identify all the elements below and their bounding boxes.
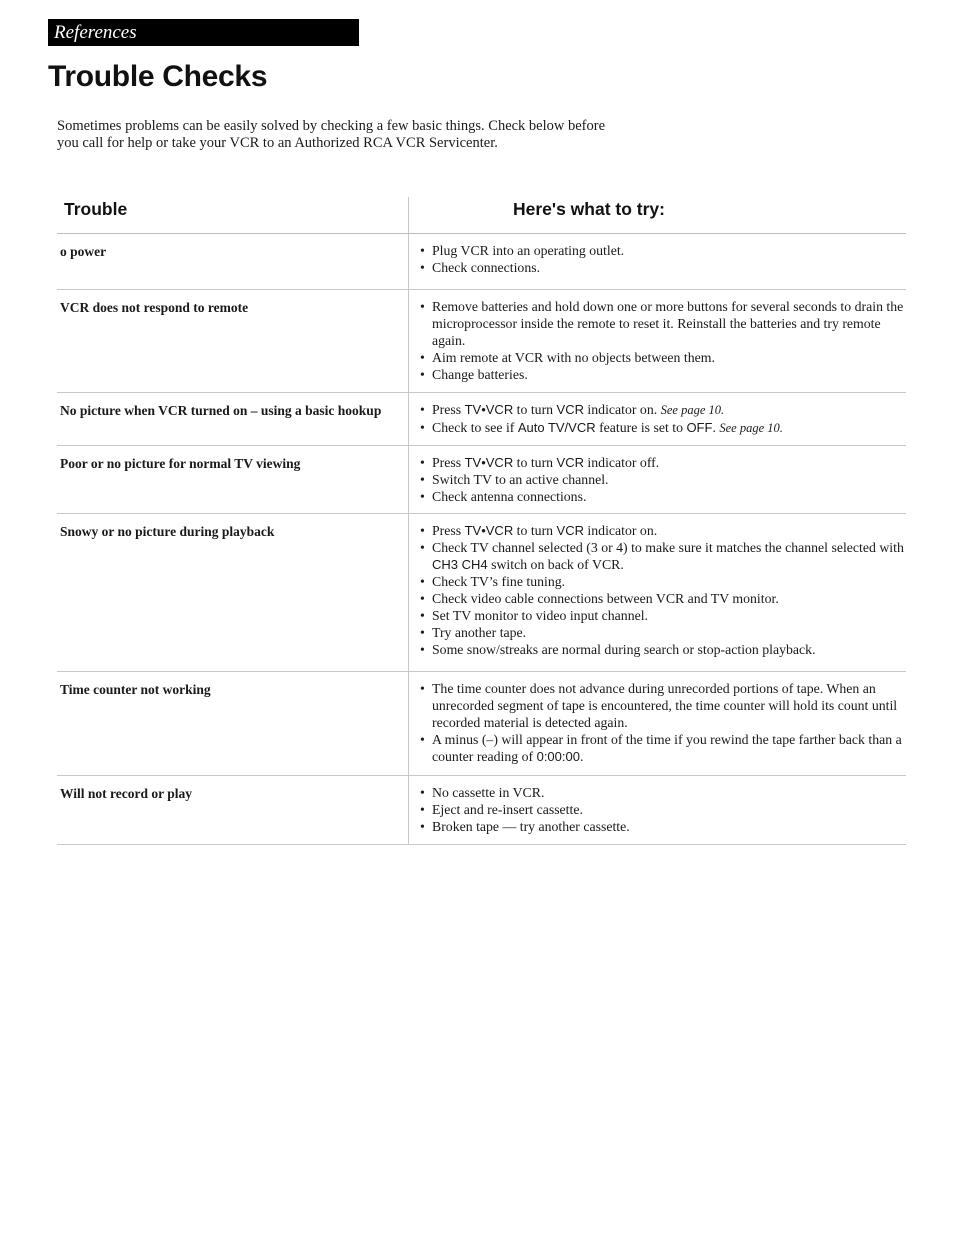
text-run: Change batteries. bbox=[432, 367, 528, 382]
text-run: A minus (–) will appear in front of the time if you rewind the tape farther back than a counter reading of bbox=[432, 732, 902, 764]
table-row bbox=[57, 290, 906, 393]
page-reference: See page 10. bbox=[719, 421, 783, 435]
list-item bbox=[420, 590, 906, 607]
control-label: TV•VCR bbox=[464, 455, 514, 470]
list-item bbox=[420, 419, 906, 437]
try-list bbox=[420, 298, 906, 383]
text-run: Eject and re-insert cassette. bbox=[432, 802, 583, 817]
header-trouble: Trouble bbox=[64, 199, 128, 219]
text-run: The time counter does not advance during unrecorded portions of tape. When an unrecorded segment of tape is encountered, the time counter will hold its count until recorded material is detected again. bbox=[432, 681, 898, 730]
text-run: to turn bbox=[513, 455, 557, 470]
text-run: Aim remote at VCR with no objects between them. bbox=[432, 350, 715, 365]
text-run: Press bbox=[432, 402, 465, 417]
trouble-cell: Will not record or play bbox=[60, 786, 193, 801]
table-header bbox=[57, 197, 906, 234]
try-list bbox=[420, 522, 906, 658]
table-row bbox=[57, 446, 906, 514]
text-run: Press bbox=[432, 523, 465, 538]
text-run: Switch TV to an active channel. bbox=[432, 472, 609, 487]
text-run: indicator off. bbox=[583, 455, 660, 470]
text-run: Some snow/streaks are normal during search or stop-action playback. bbox=[432, 642, 816, 657]
text-run: Press bbox=[432, 455, 465, 470]
trouble-cell: Time counter not working bbox=[60, 682, 211, 697]
text-run: switch on back of VCR. bbox=[487, 557, 624, 572]
text-run: Check connections. bbox=[432, 260, 541, 275]
control-label: CH3 CH4 bbox=[432, 557, 488, 572]
text-run: indicator on. bbox=[583, 402, 661, 417]
trouble-cell: Poor or no picture for normal TV viewing bbox=[60, 456, 301, 471]
list-item bbox=[420, 784, 906, 801]
list-item bbox=[420, 522, 906, 539]
trouble-cell: No picture when VCR turned on – using a basic hookup bbox=[60, 403, 382, 418]
control-label: VCR bbox=[556, 402, 584, 417]
list-item bbox=[420, 680, 906, 731]
text-run: Check video cable connections between VCR and TV monitor. bbox=[432, 591, 779, 606]
list-item bbox=[420, 607, 906, 624]
list-item bbox=[420, 242, 906, 259]
list-item bbox=[420, 624, 906, 641]
table-row bbox=[57, 514, 906, 672]
control-label: Auto TV/VCR bbox=[517, 420, 596, 435]
try-cell bbox=[408, 672, 906, 775]
try-list bbox=[420, 680, 906, 765]
list-item bbox=[420, 641, 906, 658]
text-run: . bbox=[712, 420, 720, 435]
try-cell bbox=[408, 776, 906, 844]
control-label: TV•VCR bbox=[464, 523, 514, 538]
trouble-cell: o power bbox=[60, 244, 107, 259]
try-list bbox=[420, 784, 906, 835]
text-run: Check TV channel selected (3 or 4) to make sure it matches the channel selected with bbox=[432, 540, 904, 555]
control-label: 0:00:00 bbox=[536, 749, 580, 764]
table-body bbox=[57, 234, 906, 845]
table-row bbox=[57, 672, 906, 776]
try-cell bbox=[408, 290, 906, 392]
list-item bbox=[420, 573, 906, 590]
text-run: Remove batteries and hold down one or more buttons for several seconds to drain the microprocessor inside the remote to reset it. Reinstall the batteries and try remote again. bbox=[432, 299, 904, 348]
table-row bbox=[57, 393, 906, 446]
list-item bbox=[420, 259, 906, 276]
text-run: indicator on. bbox=[583, 523, 658, 538]
control-label: VCR bbox=[556, 523, 584, 538]
text-run: Check TV’s fine tuning. bbox=[432, 574, 566, 589]
try-cell bbox=[408, 446, 906, 513]
section-label: References bbox=[48, 19, 359, 46]
try-list bbox=[420, 242, 906, 276]
list-item bbox=[420, 471, 906, 488]
list-item bbox=[420, 401, 906, 419]
trouble-cell: VCR does not respond to remote bbox=[60, 300, 249, 315]
try-cell bbox=[408, 514, 906, 671]
list-item bbox=[420, 539, 906, 573]
text-run: Try another tape. bbox=[432, 625, 527, 640]
text-run: . bbox=[579, 749, 584, 764]
trouble-cell: Snowy or no picture during playback bbox=[60, 524, 275, 539]
intro-paragraph: Sometimes problems can be easily solved by checking a few basic things. Check below before you call for help or take your VCR to an Authorized RCA VCR Servicenter. bbox=[57, 118, 606, 151]
control-label: OFF bbox=[686, 420, 713, 435]
try-list bbox=[420, 401, 906, 437]
try-cell bbox=[408, 393, 906, 445]
text-run: Plug VCR into an operating outlet. bbox=[432, 243, 625, 258]
text-run: Check antenna connections. bbox=[432, 489, 587, 504]
page-title: Trouble Checks bbox=[48, 60, 268, 93]
text-run: No cassette in VCR. bbox=[432, 785, 545, 800]
list-item bbox=[420, 298, 906, 349]
list-item bbox=[420, 454, 906, 471]
control-label: TV•VCR bbox=[464, 402, 514, 417]
text-run: to turn bbox=[513, 402, 557, 417]
text-run: feature is set to bbox=[595, 420, 687, 435]
list-item bbox=[420, 818, 906, 835]
list-item bbox=[420, 349, 906, 366]
text-run: Set TV monitor to video input channel. bbox=[432, 608, 649, 623]
text-run: Broken tape — try another cassette. bbox=[432, 819, 630, 834]
table-row bbox=[57, 776, 906, 845]
list-item bbox=[420, 801, 906, 818]
text-run: Check to see if bbox=[432, 420, 518, 435]
try-list bbox=[420, 454, 906, 505]
try-cell bbox=[408, 234, 906, 289]
table-row bbox=[57, 234, 906, 290]
text-run: to turn bbox=[513, 523, 557, 538]
control-label: VCR bbox=[556, 455, 584, 470]
list-item bbox=[420, 731, 906, 765]
page-reference: See page 10. bbox=[660, 403, 725, 417]
header-what-to-try: Here's what to try: bbox=[408, 197, 906, 233]
trouble-table bbox=[57, 197, 906, 845]
list-item bbox=[420, 366, 906, 383]
list-item bbox=[420, 488, 906, 505]
